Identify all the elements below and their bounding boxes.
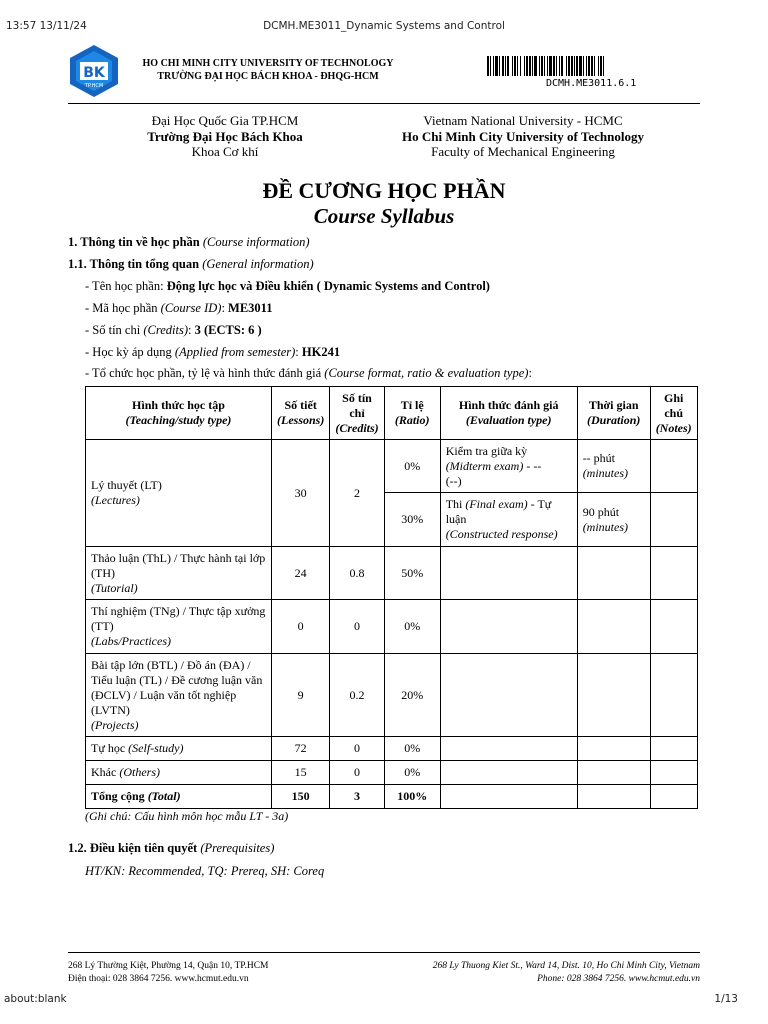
row-notes — [650, 547, 697, 600]
org-vi — [105, 113, 345, 160]
row-type-en: (Projects) — [91, 717, 139, 732]
lt-lessons: 30 — [272, 440, 330, 547]
th-ratio — [384, 387, 440, 440]
footer-phone-vi: Điện thoại: 028 3864 7256. www.hcmut.edu.vn — [68, 974, 249, 984]
total-type-vi: Tổng cộng — [91, 789, 148, 803]
total-notes — [650, 785, 697, 809]
header-divider — [68, 103, 700, 104]
course-name-value: Động lực học và Điều khiển ( Dynamic Systems and Control) — [166, 279, 490, 293]
th-notes-en: (Notes) — [655, 420, 692, 435]
table-row — [86, 600, 698, 654]
svg-text:TP.HCM: TP.HCM — [84, 83, 104, 89]
midterm-ratio: 0% — [384, 440, 440, 493]
section-1-heading — [68, 235, 310, 250]
table-header-row — [86, 387, 698, 440]
section-1-1-label: 1.1. Thông tin tổng quan — [68, 257, 200, 271]
lt-type-vi: Lý thuyết (LT) — [91, 478, 162, 492]
credits-sep: : — [188, 323, 195, 337]
th-lessons-en: (Lessons) — [277, 413, 325, 427]
row-notes — [650, 737, 697, 761]
table-row — [86, 737, 698, 761]
course-name-label: - Tên học phần: — [85, 279, 167, 293]
table-total-row — [86, 785, 698, 809]
th-type-vi: Hình thức học tập — [132, 398, 225, 412]
row-type-en: (Self-study) — [128, 741, 184, 755]
row-credits: 0 — [330, 600, 384, 654]
table-row — [86, 440, 698, 493]
final-duration-value: 90 phút — [582, 504, 620, 519]
footer-divider — [68, 952, 700, 953]
format-line — [85, 366, 532, 381]
final-duration-en: (minutes) — [582, 519, 629, 534]
th-ratio-en: (Ratio) — [394, 413, 430, 427]
footer-right — [433, 960, 700, 986]
row-type-vi: Khác — [91, 765, 120, 779]
course-id-line — [85, 301, 273, 316]
table-row — [86, 654, 698, 737]
section-1-en: (Course information) — [202, 235, 310, 249]
th-lessons-vi: Số tiết — [284, 398, 317, 412]
section-1-2-heading — [68, 841, 274, 856]
print-url: about:blank — [4, 993, 67, 1005]
hcmut-en: Ho Chi Minh City University of Technology — [402, 128, 644, 144]
lt-type — [86, 440, 272, 547]
row-type-vi: Bài tập lớn (BTL) / Đồ án (ĐA) / Tiểu luận (TL) / Đề cương luận văn (ĐCLV) / Luận văn tốt nghiệp (LVTN) — [91, 657, 263, 717]
course-id-sep: : — [221, 301, 229, 315]
table-row — [86, 547, 698, 600]
final-eval — [440, 493, 577, 547]
midterm-eval-tail2: (--) — [445, 473, 462, 488]
midterm-eval — [440, 440, 577, 493]
section-1-1-en: (General information) — [202, 257, 314, 271]
th-lessons — [272, 387, 330, 440]
th-notes-vi: Ghi chú — [664, 390, 684, 420]
row-ratio: 50% — [384, 547, 440, 600]
footer-left — [68, 960, 269, 986]
final-duration — [577, 493, 650, 547]
th-eval-vi: Hình thức đánh giá — [458, 398, 559, 412]
row-type-en: (Tutorial) — [91, 580, 138, 595]
th-credits — [330, 387, 384, 440]
credits-line — [85, 323, 262, 338]
row-type — [86, 737, 272, 761]
row-ratio: 0% — [384, 600, 440, 654]
vnu-en: Vietnam National University - HCMC — [423, 113, 623, 128]
midterm-duration-en: (minutes) — [582, 466, 629, 480]
th-type-en: (Teaching/study type) — [125, 413, 232, 427]
th-type — [86, 387, 272, 440]
row-notes — [650, 654, 697, 737]
th-duration-vi: Thời gian — [588, 398, 639, 412]
section-1-2-en: (Prerequisites) — [200, 841, 275, 855]
university-logo — [68, 44, 120, 98]
footer-address-vi: 268 Lý Thường Kiệt, Phường 14, Quận 10, TP.HCM — [68, 961, 269, 971]
midterm-eval-tail: - -- — [523, 458, 542, 473]
row-notes — [650, 600, 697, 654]
th-duration — [577, 387, 650, 440]
row-type-vi: Tự học — [91, 741, 129, 755]
th-credits-en: (Credits) — [335, 420, 379, 435]
semester-value: HK241 — [301, 345, 341, 359]
row-lessons: 15 — [272, 761, 330, 785]
footer-address-en: 268 Ly Thuong Kiet St., Ward 14, Dist. 10, Ho Chi Minh City, Vietnam — [432, 961, 700, 971]
university-name-en: HO CHI MINH CITY UNIVERSITY OF TECHNOLOGY — [142, 58, 394, 69]
doc-title-en: Course Syllabus — [313, 204, 455, 228]
vnu-vi: Đại Học Quốc Gia TP.HCM — [151, 113, 299, 128]
lt-type-en: (Lectures) — [91, 493, 140, 507]
row-duration — [577, 737, 650, 761]
row-duration — [577, 600, 650, 654]
semester-en: (Applied from semester) — [174, 345, 296, 359]
row-lessons: 72 — [272, 737, 330, 761]
row-lessons: 9 — [272, 654, 330, 737]
format-end: : — [528, 366, 532, 380]
row-type-vi: Thảo luận (ThL) / Thực hành tại lớp (TH) — [91, 550, 266, 580]
row-ratio: 20% — [384, 654, 440, 737]
row-lessons: 24 — [272, 547, 330, 600]
midterm-eval-vi: Kiểm tra giữa kỳ — [445, 443, 528, 458]
row-type — [86, 547, 272, 600]
faculty-en: Faculty of Mechanical Engineering — [431, 144, 615, 159]
midterm-duration-value: -- phút — [582, 451, 616, 465]
course-format-table — [85, 386, 698, 809]
th-ratio-vi: Tỉ lệ — [400, 398, 424, 412]
semester-line — [85, 345, 340, 360]
row-eval — [440, 547, 577, 600]
final-eval-tail: - Tự luận — [445, 497, 552, 526]
row-eval — [440, 600, 577, 654]
final-eval-en: (Final exam) — [465, 497, 528, 511]
row-eval — [440, 654, 577, 737]
print-page: 1/13 — [714, 993, 738, 1005]
footer-phone-en: Phone: 028 3864 7256. www.hcmut.edu.vn — [537, 974, 700, 984]
row-duration — [577, 761, 650, 785]
total-duration — [577, 785, 650, 809]
midterm-notes — [650, 440, 697, 493]
row-duration — [577, 547, 650, 600]
row-type-en: (Others) — [119, 765, 160, 779]
section-1-2-label: 1.2. Điều kiện tiên quyết — [68, 841, 198, 855]
prereq-legend: HT/KN: Recommended, TQ: Prereq, SH: Coreq — [85, 864, 325, 878]
row-credits: 0.2 — [330, 654, 384, 737]
course-id-value: ME3011 — [228, 301, 273, 315]
th-notes — [650, 387, 697, 440]
doc-title-vi: ĐỀ CƯƠNG HỌC PHẦN — [262, 178, 506, 203]
table-note: (Ghi chú: Cấu hình môn học mẫu LT - 3a) — [85, 809, 289, 823]
total-eval — [440, 785, 577, 809]
total-ratio: 100% — [384, 785, 440, 809]
row-eval — [440, 737, 577, 761]
org-en — [398, 113, 648, 160]
midterm-eval-en: (Midterm exam) — [445, 458, 524, 473]
section-1-label: 1. Thông tin về học phần — [68, 235, 200, 249]
svg-text:BK: BK — [83, 65, 105, 81]
total-lessons: 150 — [272, 785, 330, 809]
total-type-en: (Total) — [147, 789, 181, 803]
university-name-vi: TRƯỜNG ĐẠI HỌC BÁCH KHOA - ĐHQG-HCM — [157, 71, 379, 82]
faculty-vi: Khoa Cơ khí — [191, 144, 259, 159]
row-notes — [650, 761, 697, 785]
total-type — [86, 785, 272, 809]
th-eval-en: (Evaluation type) — [465, 413, 552, 427]
row-type-vi: Thí nghiệm (TNg) / Thực tập xưởng (TT) — [91, 604, 266, 633]
doc-code: DCMH.ME3011.6.1 — [546, 78, 637, 89]
credits-label: - Số tín chỉ — [85, 323, 144, 337]
total-credits: 3 — [330, 785, 384, 809]
barcode — [487, 56, 699, 76]
semester-label: - Học kỳ áp dụng — [85, 345, 175, 359]
format-en: (Course format, ratio & evaluation type) — [324, 366, 529, 380]
course-id-en: (Course ID) — [160, 301, 222, 315]
course-name-line — [85, 279, 490, 294]
row-eval — [440, 761, 577, 785]
credits-en: (Credits) — [143, 323, 189, 337]
final-eval-vi: Thi — [445, 497, 466, 511]
row-type-en: (Labs/Practices) — [91, 634, 171, 648]
print-datetime: 13:57 13/11/24 — [6, 20, 87, 32]
semester-sep: : — [295, 345, 302, 359]
row-ratio: 0% — [384, 737, 440, 761]
row-credits: 0.8 — [330, 547, 384, 600]
th-credits-vi: Số tín chỉ — [342, 390, 372, 420]
row-lessons: 0 — [272, 600, 330, 654]
final-eval-tail2: (Constructed response) — [445, 527, 558, 541]
section-1-1-heading — [68, 257, 314, 272]
th-duration-en: (Duration) — [587, 413, 641, 427]
row-type — [86, 600, 272, 654]
table-row — [86, 761, 698, 785]
print-title: DCMH.ME3011_Dynamic Systems and Control — [263, 20, 505, 32]
row-ratio: 0% — [384, 761, 440, 785]
format-label: - Tổ chức học phần, tỷ lệ và hình thức đánh giá — [85, 366, 325, 380]
hcmut-vi: Trường Đại Học Bách Khoa — [147, 128, 303, 144]
course-id-label: - Mã học phần — [85, 301, 161, 315]
row-type — [86, 761, 272, 785]
row-credits: 0 — [330, 737, 384, 761]
row-duration — [577, 654, 650, 737]
final-notes — [650, 493, 697, 547]
th-eval — [440, 387, 577, 440]
credits-value: 3 (ECTS: 6 ) — [194, 323, 262, 337]
lt-credits: 2 — [330, 440, 384, 547]
midterm-duration — [577, 440, 650, 493]
final-ratio: 30% — [384, 493, 440, 547]
row-credits: 0 — [330, 761, 384, 785]
row-type — [86, 654, 272, 737]
